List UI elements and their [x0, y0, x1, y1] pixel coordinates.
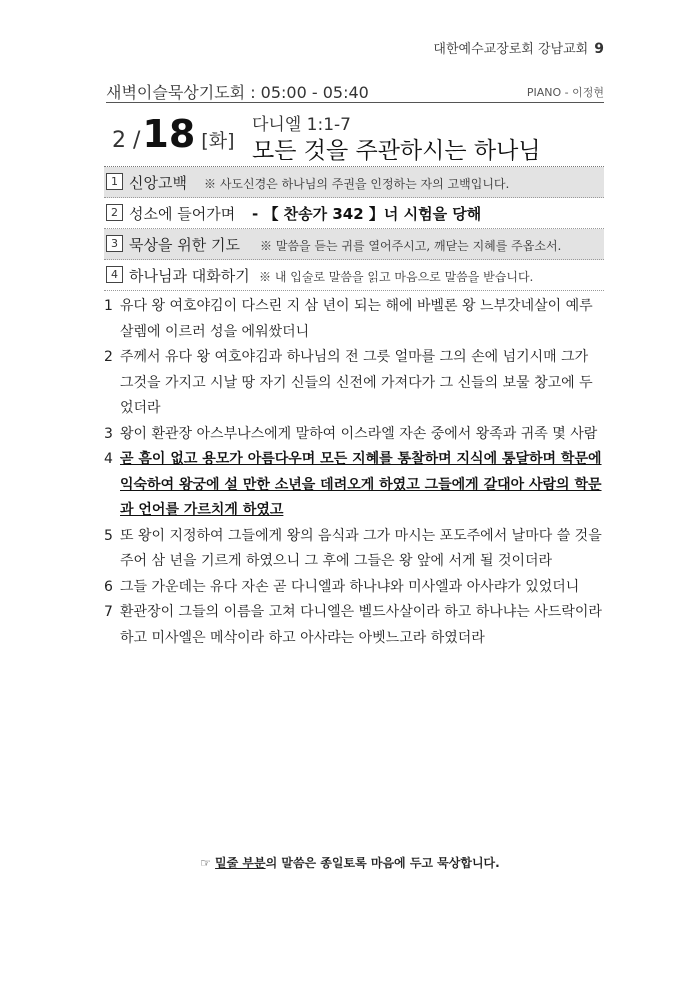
verse-text: 환관장이 그들의 이름을 고쳐 다니엘은 벨드사살이라 하고 하나냐는 사드락이라 하고 미사엘은 메삭이라 하고 아사랴는 아벳느고라 하였더라	[120, 604, 602, 646]
worship-steps	[104, 166, 604, 291]
verse	[104, 600, 604, 651]
date-block	[112, 112, 234, 160]
page-number: 9	[594, 41, 604, 57]
verse-text: 왕이 환관장 아스부나스에게 말하여 이스라엘 자손 중에서 왕족과 귀족 몇 사람	[120, 425, 598, 442]
date-day: 18	[142, 112, 196, 156]
page-header	[433, 38, 604, 57]
date-month: 2 /	[112, 128, 141, 153]
step-label: 성소에 들어가며	[129, 205, 236, 223]
footer-underlined: 밑줄 부분	[215, 856, 266, 870]
verse-number: 1	[104, 298, 113, 314]
step-label: 하나님과 대화하기	[129, 267, 250, 285]
step-entering	[104, 198, 604, 229]
verse-number: 5	[104, 527, 113, 544]
step-number: 3	[106, 235, 123, 252]
step-prayer	[104, 229, 604, 260]
verse	[104, 524, 604, 575]
verse-text: 또 왕이 지정하여 그들에게 왕의 음식과 그가 마시는 포도주에서 날마다 쓸 것을 주어 삼 년을 기르게 하였으니 그 후에 그들은 왕 앞에 서게 될 것이더라	[120, 527, 602, 569]
verse	[104, 345, 604, 422]
verse	[104, 422, 604, 448]
step-note: ※ 사도신경은 하나님의 주권을 인정하는 자의 고백입니다.	[204, 177, 510, 191]
step-number: 2	[106, 204, 123, 221]
verse-text: 유다 왕 여호야김이 다스린 지 삼 년이 되는 해에 바벨론 왕 느부갓네살이 예루살렘에 이르러 성을 에워쌌더니	[120, 298, 593, 340]
meeting-title: 새벽이슬묵상기도회 : 05:00 - 05:40	[106, 83, 369, 102]
verse-number: 6	[104, 578, 113, 595]
verse	[104, 294, 604, 345]
step-number: 1	[106, 173, 123, 190]
footer-note	[0, 854, 700, 871]
verse-text: 주께서 유다 왕 여호야김과 하나님의 전 그릇 얼마를 그의 손에 넘기시매 그가 그것을 가지고 시날 땅 자기 신들의 신전에 가져다가 그 신들의 보물 창고에 두었더라	[120, 349, 593, 416]
verse-text: 그들 가운데는 유다 자손 곧 다니엘과 하나냐와 미사엘과 아사랴가 있었더니	[120, 578, 580, 595]
step-label: 묵상을 위한 기도	[129, 236, 240, 254]
passage-title: 모든 것을 주관하시는 하나님	[252, 138, 541, 164]
date-weekday: [화]	[201, 130, 235, 152]
step-note: ※ 말씀을 듣는 귀를 열어주시고, 깨닫는 지혜를 주옵소서.	[260, 239, 562, 253]
pianist: PIANO - 이정현	[526, 86, 604, 99]
church-name: 대한예수교장로회 강남교회	[433, 42, 589, 57]
step-conversation	[104, 260, 604, 291]
scripture-text	[104, 294, 604, 651]
pointing-hand-icon: ☞	[200, 856, 212, 870]
footer-text: 의 말씀은 종일토록 마음에 두고 묵상합니다.	[265, 856, 500, 870]
meeting-line	[106, 80, 604, 103]
verse-number: 3	[104, 425, 113, 442]
step-note: ※ 내 입술로 말씀을 읽고 마음으로 말씀을 받습니다.	[259, 270, 534, 284]
verse-number: 2	[104, 349, 113, 365]
passage-reference: 다니엘 1:1-7	[252, 115, 351, 135]
step-hymn: - 【 찬송가 342 】너 시험을 당해	[252, 205, 482, 223]
step-confession	[104, 167, 604, 198]
step-number: 4	[106, 266, 123, 283]
verse	[104, 575, 604, 601]
verse-text: 곧 흠이 없고 용모가 아름다우며 모든 지혜를 통찰하며 지식에 통달하며 학문에 익숙하여 왕궁에 설 만한 소년을 데려오게 하였고 그들에게 갈대아 사람의 학문과 언어를 가르치게 하였고	[120, 451, 602, 518]
step-label: 신앙고백	[129, 174, 187, 192]
verse-number: 4	[104, 451, 113, 467]
verse-number: 7	[104, 604, 113, 620]
verse-highlighted	[104, 447, 604, 524]
